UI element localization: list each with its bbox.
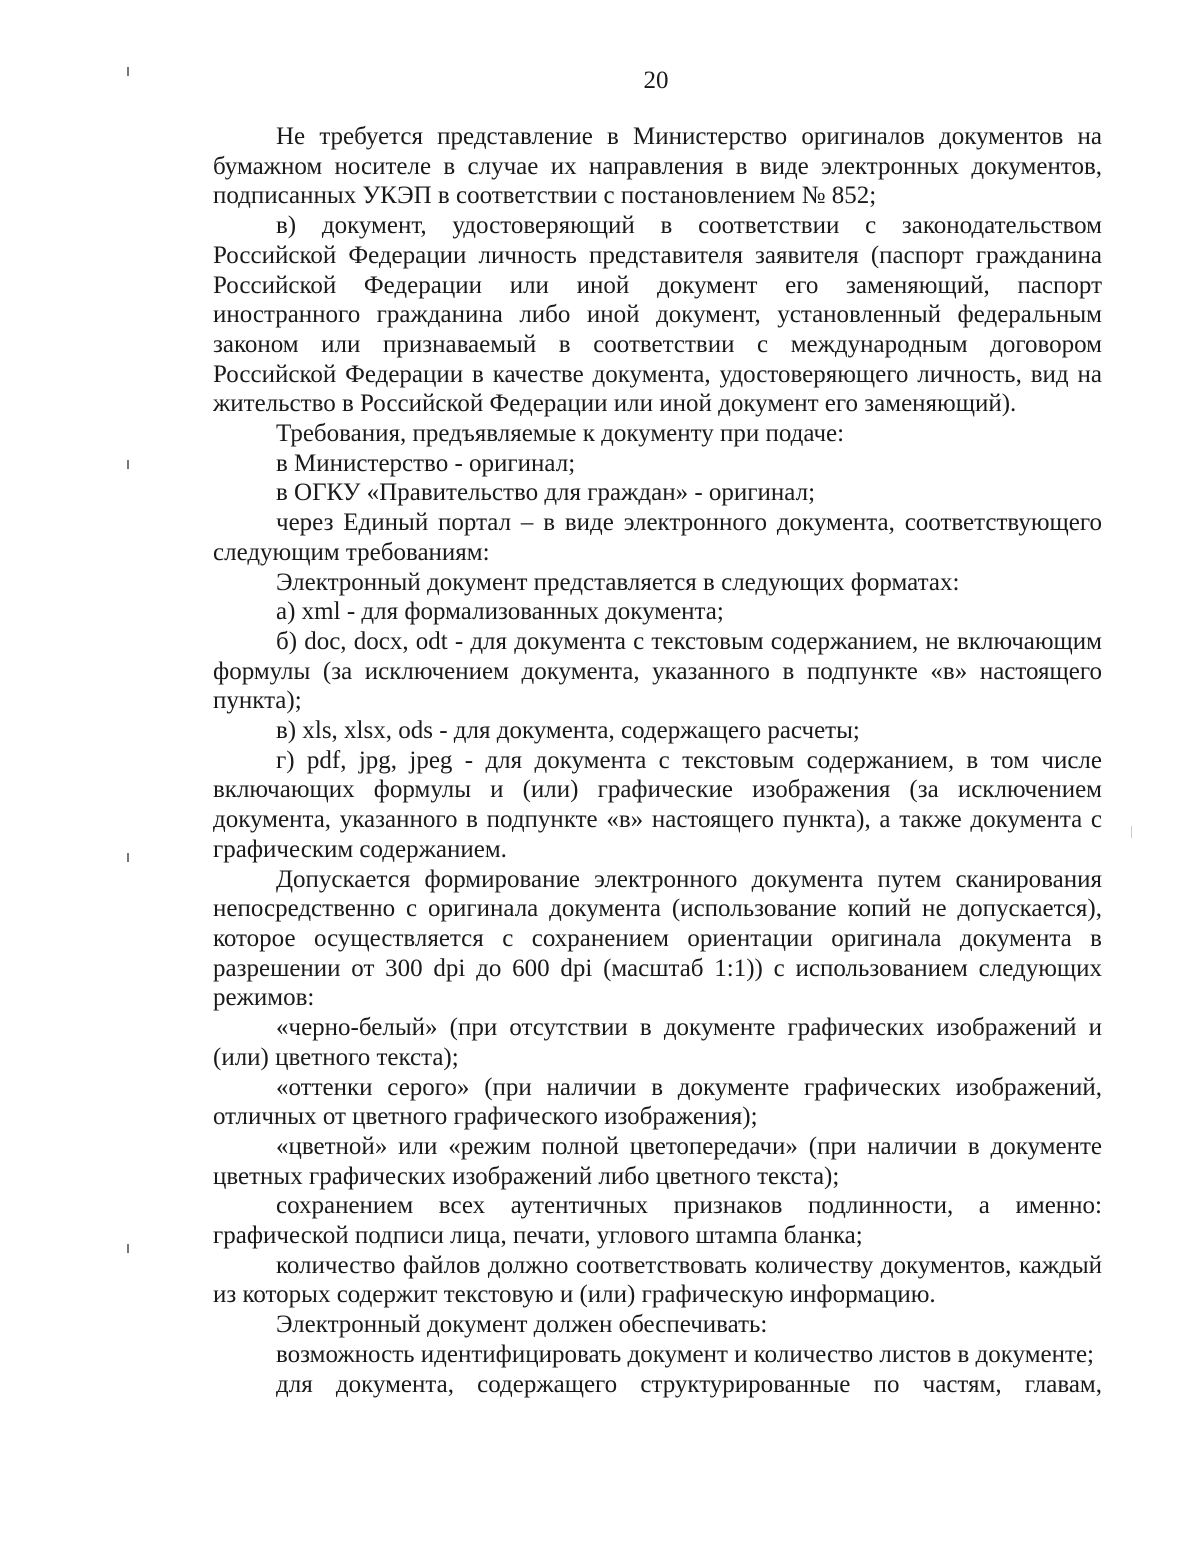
- paragraph: а) xml - для формализованных документа;: [276, 598, 724, 626]
- paragraph: «оттенки серого» (при наличии в документе графических изображений, отличных от цветного графического изображения);: [213, 1073, 1102, 1131]
- page-number: 20: [643, 67, 669, 94]
- scan-margin-mark: [127, 1244, 129, 1253]
- paragraph: Электронный документ должен обеспечивать:: [276, 1311, 768, 1339]
- paragraph: б) doc, docx, odt - для документа с текстовым содержанием, не включающим формулы (за исключением документа, указанного в подпункте «в» настоящего пункта);: [213, 627, 1102, 715]
- paragraph: через Единый портал – в виде электронного документа, соответствующего следующим требованиям:: [213, 509, 1102, 566]
- scan-edge-mark: [1131, 826, 1132, 838]
- paragraph: в) xls, xlsx, ods - для документа, содержащего расчеты;: [276, 717, 860, 745]
- paragraph: Допускается формирование электронного документа путем сканирования непосредственно с оригинала документа (использование копий не допускается), которое осуществляется с сохранением ориентации оригинала документа в разрешении от 300 dpi до 600 dpi (масштаб 1:1)) с использованием следующих режимов:: [213, 865, 1102, 1012]
- paragraph: «черно-белый» (при отсутствии в документе графических изображений и (или) цветного текста);: [213, 1014, 1102, 1071]
- scan-margin-mark: [127, 853, 129, 862]
- paragraph: «цветной» или «режим полной цветопередачи» (при наличии в документе цветных графических изображений либо цветного текста);: [213, 1132, 1102, 1190]
- paragraph: Требования, предъявляемые к документу при подаче:: [276, 420, 845, 448]
- paragraph: для документа, содержащего структурированные по частям, главам,: [276, 1370, 1102, 1398]
- paragraph: в ОГКУ «Правительство для граждан» - оригинал;: [276, 479, 816, 507]
- paragraph: в) документ, удостоверяющий в соответствии с законодательством Российской Федерации личность представителя заявителя (паспорт гражданина Российской Федерации или иной документ его заменяющий, паспорт иностранного гражданина либо иной документ, установленный федеральным законом или признаваемый в соответствии с международным договором Российской Федерации в качестве документа, удостоверяющего личность, вид на жительство в Российской Федерации или иной документ его заменяющий).: [213, 212, 1102, 418]
- paragraph: в Министерство - оригинал;: [276, 449, 576, 477]
- document-body: [213, 122, 1102, 1399]
- paragraph: г) pdf, jpg, jpeg - для документа с текстовым содержанием, в том числе включающих формулы и (или) графические изображения (за исключением документа, указанного в подпункте «в» настоящего пункта), а также документа с графическим содержанием.: [213, 746, 1102, 863]
- paragraph: Не требуется представление в Министерство оригиналов документов на бумажном носителе в случае их направления в виде электронных документов, подписанных УКЭП в соответствии с постановлением № 852;: [213, 123, 1102, 210]
- paragraph: возможность идентифицировать документ и количество листов в документе;: [276, 1340, 1094, 1368]
- paragraph: Электронный документ представляется в следующих форматах:: [276, 568, 960, 596]
- paragraph: количество файлов должно соответствовать количеству документов, каждый из которых содержит текстовую и (или) графическую информацию.: [213, 1251, 1102, 1309]
- paragraph: сохранением всех аутентичных признаков подлинности, а именно: графической подписи лица, печати, углового штампа бланка;: [213, 1192, 1102, 1250]
- scan-margin-mark: [127, 67, 129, 76]
- scan-margin-mark: [127, 460, 129, 469]
